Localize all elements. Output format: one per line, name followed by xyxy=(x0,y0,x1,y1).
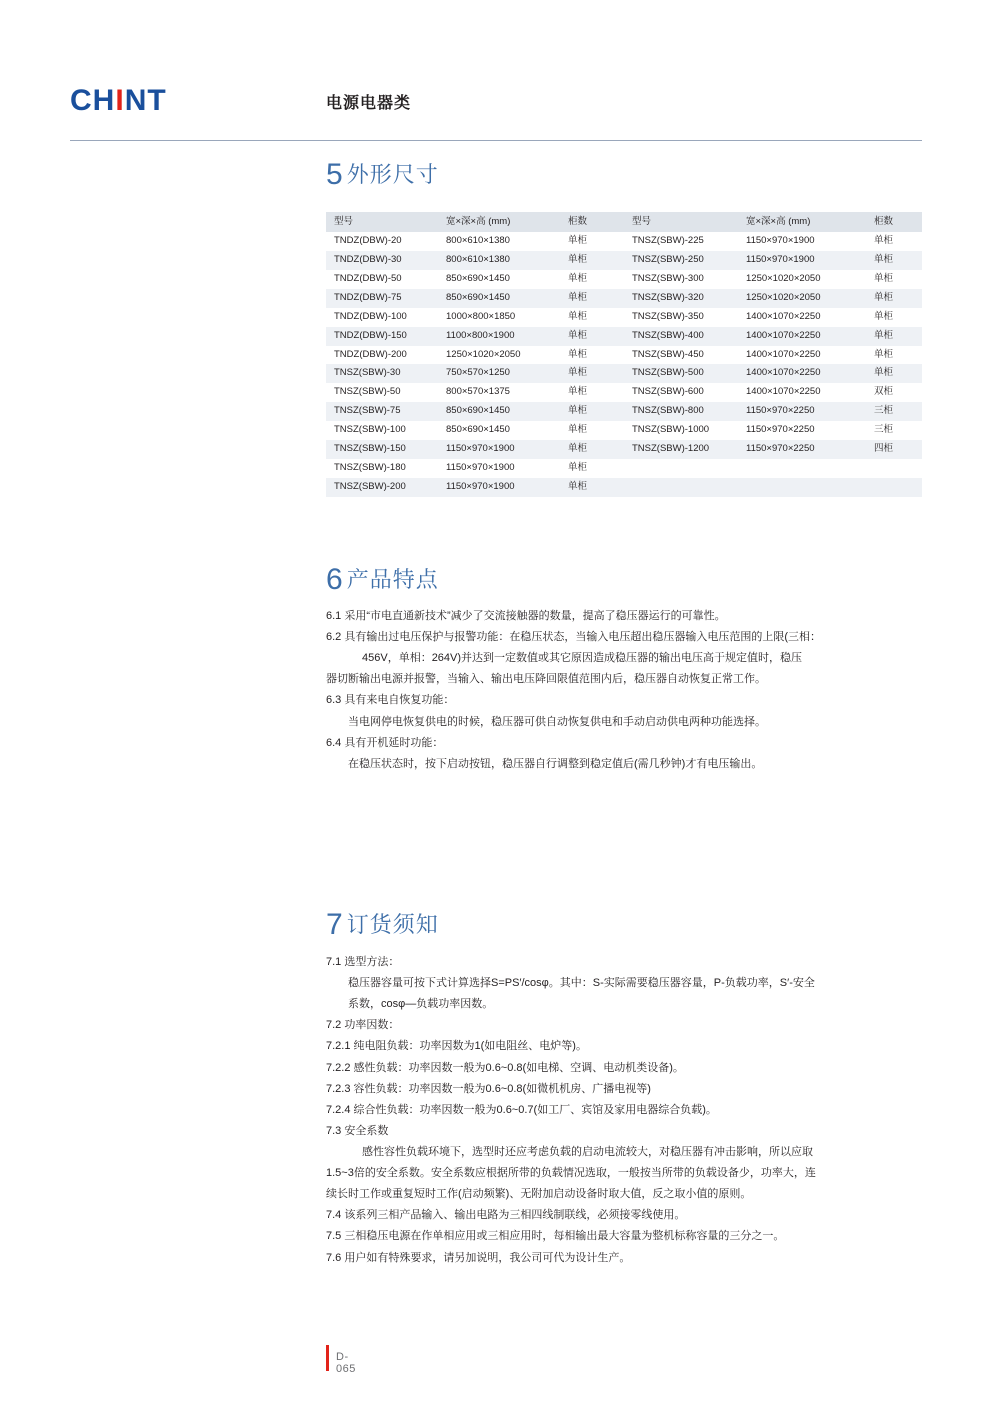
table-row xyxy=(326,251,922,270)
section-number: 7 xyxy=(326,908,343,941)
page-header xyxy=(0,78,992,148)
page-number: D-065 xyxy=(336,1351,356,1375)
table-cell xyxy=(624,459,738,478)
table-cell: TNSZ(SBW)-450 xyxy=(624,346,738,365)
ordering-line: 7.2.1 纯电阻负载：功率因数为1(如电阻丝、电炉等)。 xyxy=(326,1040,587,1053)
table-header-cell: 宽×深×高 (mm) xyxy=(438,212,560,232)
table-row xyxy=(326,364,922,383)
header-divider xyxy=(70,140,922,141)
table-header-cell: 柜数 xyxy=(866,212,922,232)
section-number: 5 xyxy=(326,158,343,191)
ordering-line: 7.1 选型方法： xyxy=(326,956,400,968)
table-cell: 1250×1020×2050 xyxy=(438,346,560,365)
dimensions-table xyxy=(326,212,922,497)
ordering-line: 7.4 该系列三相产品输入、输出电路为三相四线制联线，必须接零线使用。 xyxy=(326,1209,686,1222)
table-cell: 1150×970×2250 xyxy=(738,402,866,421)
table-cell: 850×690×1450 xyxy=(438,402,560,421)
section-title: 产品特点 xyxy=(346,567,439,592)
table-cell: 750×570×1250 xyxy=(438,364,560,383)
feature-line: 6.4 具有开机延时功能： xyxy=(326,736,444,749)
table-cell: 单柜 xyxy=(560,232,624,251)
table-cell: 单柜 xyxy=(866,232,922,251)
table-cell: TNSZ(SBW)-180 xyxy=(326,459,438,478)
table-cell: TNSZ(SBW)-150 xyxy=(326,440,438,459)
table-row xyxy=(326,402,922,421)
table-row xyxy=(326,270,922,289)
feature-line: 6.1 采用“市电直通新技术”减少了交流接触器的数量，提高了稳压器运行的可靠性。 xyxy=(326,610,726,622)
table-cell: 850×690×1450 xyxy=(438,270,560,289)
table-cell: TNSZ(SBW)-320 xyxy=(624,289,738,308)
ordering-line: 7.3 安全系数 xyxy=(326,1124,389,1137)
table-cell: TNSZ(SBW)-50 xyxy=(326,383,438,402)
table-cell: 1400×1070×2250 xyxy=(738,346,866,365)
table-cell: TNSZ(SBW)-250 xyxy=(624,251,738,270)
table-row xyxy=(326,232,922,251)
table-cell: 1150×970×2250 xyxy=(738,421,866,440)
table-cell: 1400×1070×2250 xyxy=(738,364,866,383)
table-cell: TNSZ(SBW)-800 xyxy=(624,402,738,421)
feature-line: 器切断输出电源并报警，当输入、输出电压降回限值范围内后，稳压器自动恢复正常工作。 xyxy=(326,673,766,686)
table-cell: 单柜 xyxy=(560,364,624,383)
table-cell: TNDZ(DBW)-20 xyxy=(326,232,438,251)
table-cell: 1150×970×1900 xyxy=(438,440,560,459)
table-cell: 单柜 xyxy=(866,289,922,308)
table-cell: TNSZ(SBW)-400 xyxy=(624,327,738,346)
table-cell: TNDZ(DBW)-30 xyxy=(326,251,438,270)
table-cell: 单柜 xyxy=(560,478,624,497)
table-cell: 三柜 xyxy=(866,421,922,440)
table-cell: TNSZ(SBW)-30 xyxy=(326,364,438,383)
table-cell: 单柜 xyxy=(560,421,624,440)
table-cell: 单柜 xyxy=(866,364,922,383)
table-cell xyxy=(738,478,866,497)
table-row xyxy=(326,421,922,440)
table-row xyxy=(326,440,922,459)
table-cell: 单柜 xyxy=(560,289,624,308)
ordering-body xyxy=(326,952,922,1269)
table-cell: 单柜 xyxy=(560,383,624,402)
ordering-line: 7.2.2 感性负载：功率因数一般为0.6~0.8(如电梯、空调、电动机类设备)。 xyxy=(326,1061,684,1074)
table-cell: TNSZ(SBW)-225 xyxy=(624,232,738,251)
table-cell: 1400×1070×2250 xyxy=(738,308,866,327)
table-cell: TNSZ(SBW)-350 xyxy=(624,308,738,327)
table-cell: 双柜 xyxy=(866,383,922,402)
table-cell: TNSZ(SBW)-75 xyxy=(326,402,438,421)
table-cell: 1150×970×1900 xyxy=(738,232,866,251)
table-cell: 800×610×1380 xyxy=(438,251,560,270)
table-cell xyxy=(624,478,738,497)
feature-line: 6.2 具有输出过电压保护与报警功能：在稳压状态，当输入电压超出稳压器输入电压范围的上限(三相： xyxy=(326,631,822,644)
feature-line: 当电网停电恢复供电的时候，稳压器可供自动恢复供电和手动启动供电两种功能选择。 xyxy=(348,715,766,728)
table-cell xyxy=(866,478,922,497)
table-cell: 单柜 xyxy=(560,402,624,421)
table-cell: TNSZ(SBW)-500 xyxy=(624,364,738,383)
table-cell: 1150×970×2250 xyxy=(738,440,866,459)
feature-line: 456V，单相：264V)并达到一定数值或其它原因造成稳压器的输出电压高于规定值时，稳压 xyxy=(362,652,803,665)
section-number: 6 xyxy=(326,563,343,596)
table-cell: 单柜 xyxy=(866,251,922,270)
table-cell: 1400×1070×2250 xyxy=(738,327,866,346)
table-cell: 单柜 xyxy=(560,440,624,459)
table-cell: 1250×1020×2050 xyxy=(738,289,866,308)
logo-accent-dot: I xyxy=(115,84,125,117)
feature-line: 在稳压状态时，按下启动按钮，稳压器自行调整到稳定值后(需几秒钟)才有电压输出。 xyxy=(348,757,763,770)
chint-logo: CHINT xyxy=(70,84,167,117)
table-row xyxy=(326,478,922,497)
table-header-cell: 型号 xyxy=(624,212,738,232)
dimensions-table-wrapper xyxy=(326,212,922,497)
ordering-line: 感性容性负载环境下，选型时还应考虑负载的启动电流较大，对稳压器有冲击影响，所以应取 xyxy=(362,1145,813,1158)
table-header-cell: 型号 xyxy=(326,212,438,232)
ordering-line: 7.2 功率因数： xyxy=(326,1019,400,1032)
ordering-line: 7.5 三相稳压电源在作单相应用或三相应用时，每相输出最大容量为整机标称容量的三分之一。 xyxy=(326,1230,785,1243)
table-cell xyxy=(866,459,922,478)
table-cell: TNDZ(DBW)-150 xyxy=(326,327,438,346)
table-cell: 单柜 xyxy=(560,346,624,365)
section-title: 外形尺寸 xyxy=(346,162,439,187)
table-cell: 四柜 xyxy=(866,440,922,459)
table-row xyxy=(326,459,922,478)
section-title: 订货须知 xyxy=(346,912,439,937)
table-cell: 单柜 xyxy=(560,459,624,478)
table-header-cell: 宽×深×高 (mm) xyxy=(738,212,866,232)
table-cell: 850×690×1450 xyxy=(438,421,560,440)
table-cell: 1400×1070×2250 xyxy=(738,383,866,402)
ordering-line: 系数，cosφ—负载功率因数。 xyxy=(348,998,494,1011)
table-cell xyxy=(738,459,866,478)
table-header-cell: 柜数 xyxy=(560,212,624,232)
ordering-line: 1.5~3倍的安全系数。安全系数应根据所带的负载情况选取，一般按当所带的负载设备少，功率大，连 xyxy=(326,1167,816,1180)
ordering-line: 7.2.4 综合性负载：功率因数一般为0.6~0.7(如工厂、宾馆及家用电器综合负载)。 xyxy=(326,1103,717,1116)
section-heading-features xyxy=(326,563,439,597)
table-row xyxy=(326,383,922,402)
table-cell: 单柜 xyxy=(560,251,624,270)
table-cell: 单柜 xyxy=(560,270,624,289)
table-cell: 800×570×1375 xyxy=(438,383,560,402)
table-cell: 1150×970×1900 xyxy=(438,478,560,497)
table-cell: 三柜 xyxy=(866,402,922,421)
table-cell: TNSZ(SBW)-1200 xyxy=(624,440,738,459)
table-cell: 1250×1020×2050 xyxy=(738,270,866,289)
table-cell: 800×610×1380 xyxy=(438,232,560,251)
table-cell: TNDZ(DBW)-100 xyxy=(326,308,438,327)
section-heading-ordering xyxy=(326,908,439,942)
table-cell: 1100×800×1900 xyxy=(438,327,560,346)
table-cell: 单柜 xyxy=(866,346,922,365)
table-cell: 单柜 xyxy=(866,327,922,346)
ordering-line: 稳压器容量可按下式计算选择S=PS′/cosφ。其中：S-实际需要稳压器容量，P-负载功率，S′-安全 xyxy=(348,977,815,990)
ordering-line: 7.2.3 容性负载：功率因数一般为0.6~0.8(如微机机房、广播电视等) xyxy=(326,1082,651,1095)
table-row xyxy=(326,308,922,327)
table-cell: 单柜 xyxy=(560,308,624,327)
ordering-line: 7.6 用户如有特殊要求，请另加说明，我公司可代为设计生产。 xyxy=(326,1251,631,1264)
table-header-row xyxy=(326,212,922,232)
table-cell: 1150×970×1900 xyxy=(438,459,560,478)
section-heading-dimensions xyxy=(326,158,439,192)
table-row xyxy=(326,289,922,308)
table-cell: TNSZ(SBW)-200 xyxy=(326,478,438,497)
table-cell: TNDZ(DBW)-75 xyxy=(326,289,438,308)
table-cell: 单柜 xyxy=(560,327,624,346)
table-cell: 单柜 xyxy=(866,308,922,327)
header-title: 电源电器类 xyxy=(326,95,412,112)
table-cell: 850×690×1450 xyxy=(438,289,560,308)
table-cell: 1000×800×1850 xyxy=(438,308,560,327)
ordering-line: 续长时工作或重复短时工作(启动频繁)、无附加启动设备时取大值，反之取小值的原则。 xyxy=(326,1188,752,1201)
table-cell: TNSZ(SBW)-100 xyxy=(326,421,438,440)
table-cell: TNSZ(SBW)-600 xyxy=(624,383,738,402)
table-cell: 单柜 xyxy=(866,270,922,289)
table-cell: TNSZ(SBW)-300 xyxy=(624,270,738,289)
table-row xyxy=(326,346,922,365)
footer-accent-bar xyxy=(326,1345,329,1371)
table-cell: TNSZ(SBW)-1000 xyxy=(624,421,738,440)
table-cell: TNDZ(DBW)-200 xyxy=(326,346,438,365)
table-cell: TNDZ(DBW)-50 xyxy=(326,270,438,289)
features-body xyxy=(326,606,922,775)
table-row xyxy=(326,327,922,346)
feature-line: 6.3 具有来电自恢复功能： xyxy=(326,694,455,707)
table-cell: 1150×970×1900 xyxy=(738,251,866,270)
